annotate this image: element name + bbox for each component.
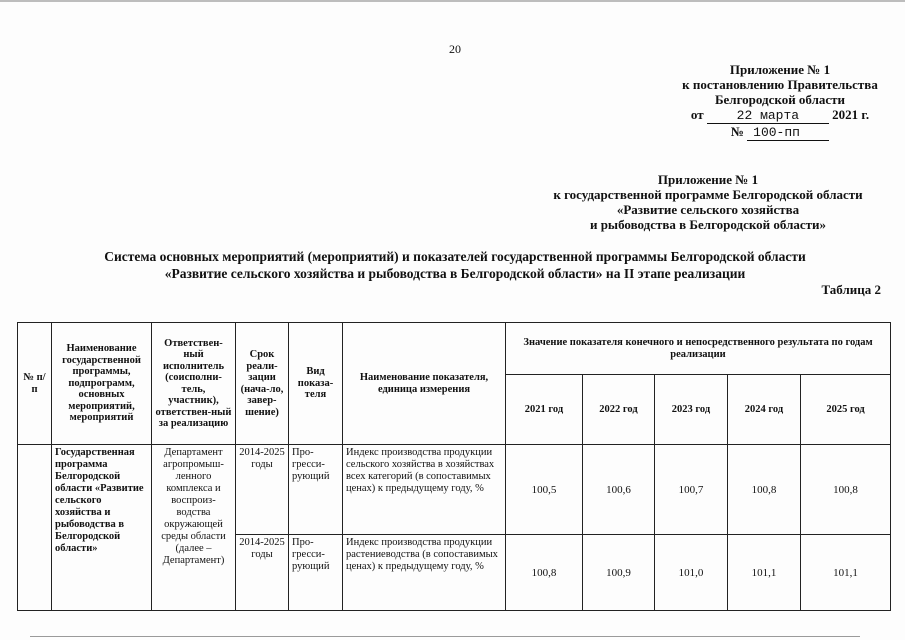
header-year-2021: 2021 год (506, 375, 583, 445)
cell-value: 101,0 (655, 535, 728, 611)
header-num: № п/п (18, 323, 52, 445)
appendix-decree-line3: Белгородской области (714, 92, 846, 107)
appendix-program-line4: и рыбоводства в Белгородской области» (589, 217, 827, 232)
title-line2: «Развитие сельского хозяйства и рыбоводства в Белгородской области» на II этапе реализации (164, 266, 746, 281)
appendix-decree-number (675, 124, 885, 141)
scan-edge-bottom (30, 636, 860, 637)
cell-value: 100,6 (583, 445, 655, 535)
number-prefix: № (730, 124, 744, 139)
date-prefix: от (690, 107, 704, 122)
page-number: 20 (449, 42, 461, 56)
header-year-2024: 2024 год (728, 375, 801, 445)
cell-executor: Департамент агропромыш-ленного комплекса и воспроиз-водства окружающей среды области (далее – Департамент) (152, 445, 236, 611)
cell-program-name: Государственная программа Белгородской области «Развитие сельского хозяйства и рыбоводства в Белгородской области» (52, 445, 152, 611)
cell-type: Про-гресси-рующий (289, 445, 343, 535)
cell-value: 100,5 (506, 445, 583, 535)
table-row (18, 445, 891, 535)
appendix-decree-line2: к постановлению Правительства (682, 77, 878, 92)
appendix-program-line3: «Развитие сельского хозяйства (616, 202, 800, 217)
header-executor: Ответствен-ный исполнитель (соисполни-тель, участник), ответствен-ный за реализацию (152, 323, 236, 445)
header-program: Наименование государственной программы, подпрограмм, основных мероприятий, мероприятий (52, 323, 152, 445)
date-suffix: 2021 г. (832, 107, 870, 122)
date-value: 22 марта (707, 108, 829, 124)
cell-term: 2014-2025 годы (236, 445, 289, 535)
document-title (60, 248, 850, 282)
cell-num (18, 445, 52, 611)
header-term: Срок реали-зации (нача-ло, завер-шение) (236, 323, 289, 445)
cell-value: 100,8 (728, 445, 801, 535)
scan-edge-top (0, 0, 905, 2)
appendix-decree-line1: Приложение № 1 (729, 62, 831, 77)
number-value: 100-пп (747, 125, 829, 141)
header-values-group: Значение показателя конечного и непосредственного результата по годам реализации (506, 323, 891, 375)
cell-value: 100,7 (655, 445, 728, 535)
header-indicator: Наименование показателя, единица измерения (343, 323, 506, 445)
cell-indicator: Индекс производства продукции сельского хозяйства в хозяйствах всех категорий (в сопоставимых ценах) к предыдущему году, % (343, 445, 506, 535)
indicators-table (17, 322, 891, 611)
appendix-program-line1: Приложение № 1 (657, 172, 759, 187)
cell-value: 101,1 (801, 535, 891, 611)
title-line1: Система основных мероприятий (мероприятий) и показателей государственной программы Белгородской области (104, 249, 806, 264)
cell-type: Про-гресси-рующий (289, 535, 343, 611)
appendix-decree-date (675, 107, 885, 124)
table-label: Таблица 2 (821, 282, 881, 297)
header-year-2025: 2025 год (801, 375, 891, 445)
header-year-2023: 2023 год (655, 375, 728, 445)
appendix-decree (675, 62, 885, 141)
cell-value: 100,8 (801, 445, 891, 535)
cell-term: 2014-2025 годы (236, 535, 289, 611)
cell-value: 100,8 (506, 535, 583, 611)
appendix-program (543, 172, 873, 232)
appendix-program-line2: к государственной программе Белгородской области (553, 187, 863, 202)
header-year-2022: 2022 год (583, 375, 655, 445)
cell-value: 101,1 (728, 535, 801, 611)
cell-indicator: Индекс производства продукции растениеводства (в сопоставимых ценах) к предыдущему году, % (343, 535, 506, 611)
cell-value: 100,9 (583, 535, 655, 611)
header-type: Вид показа-теля (289, 323, 343, 445)
